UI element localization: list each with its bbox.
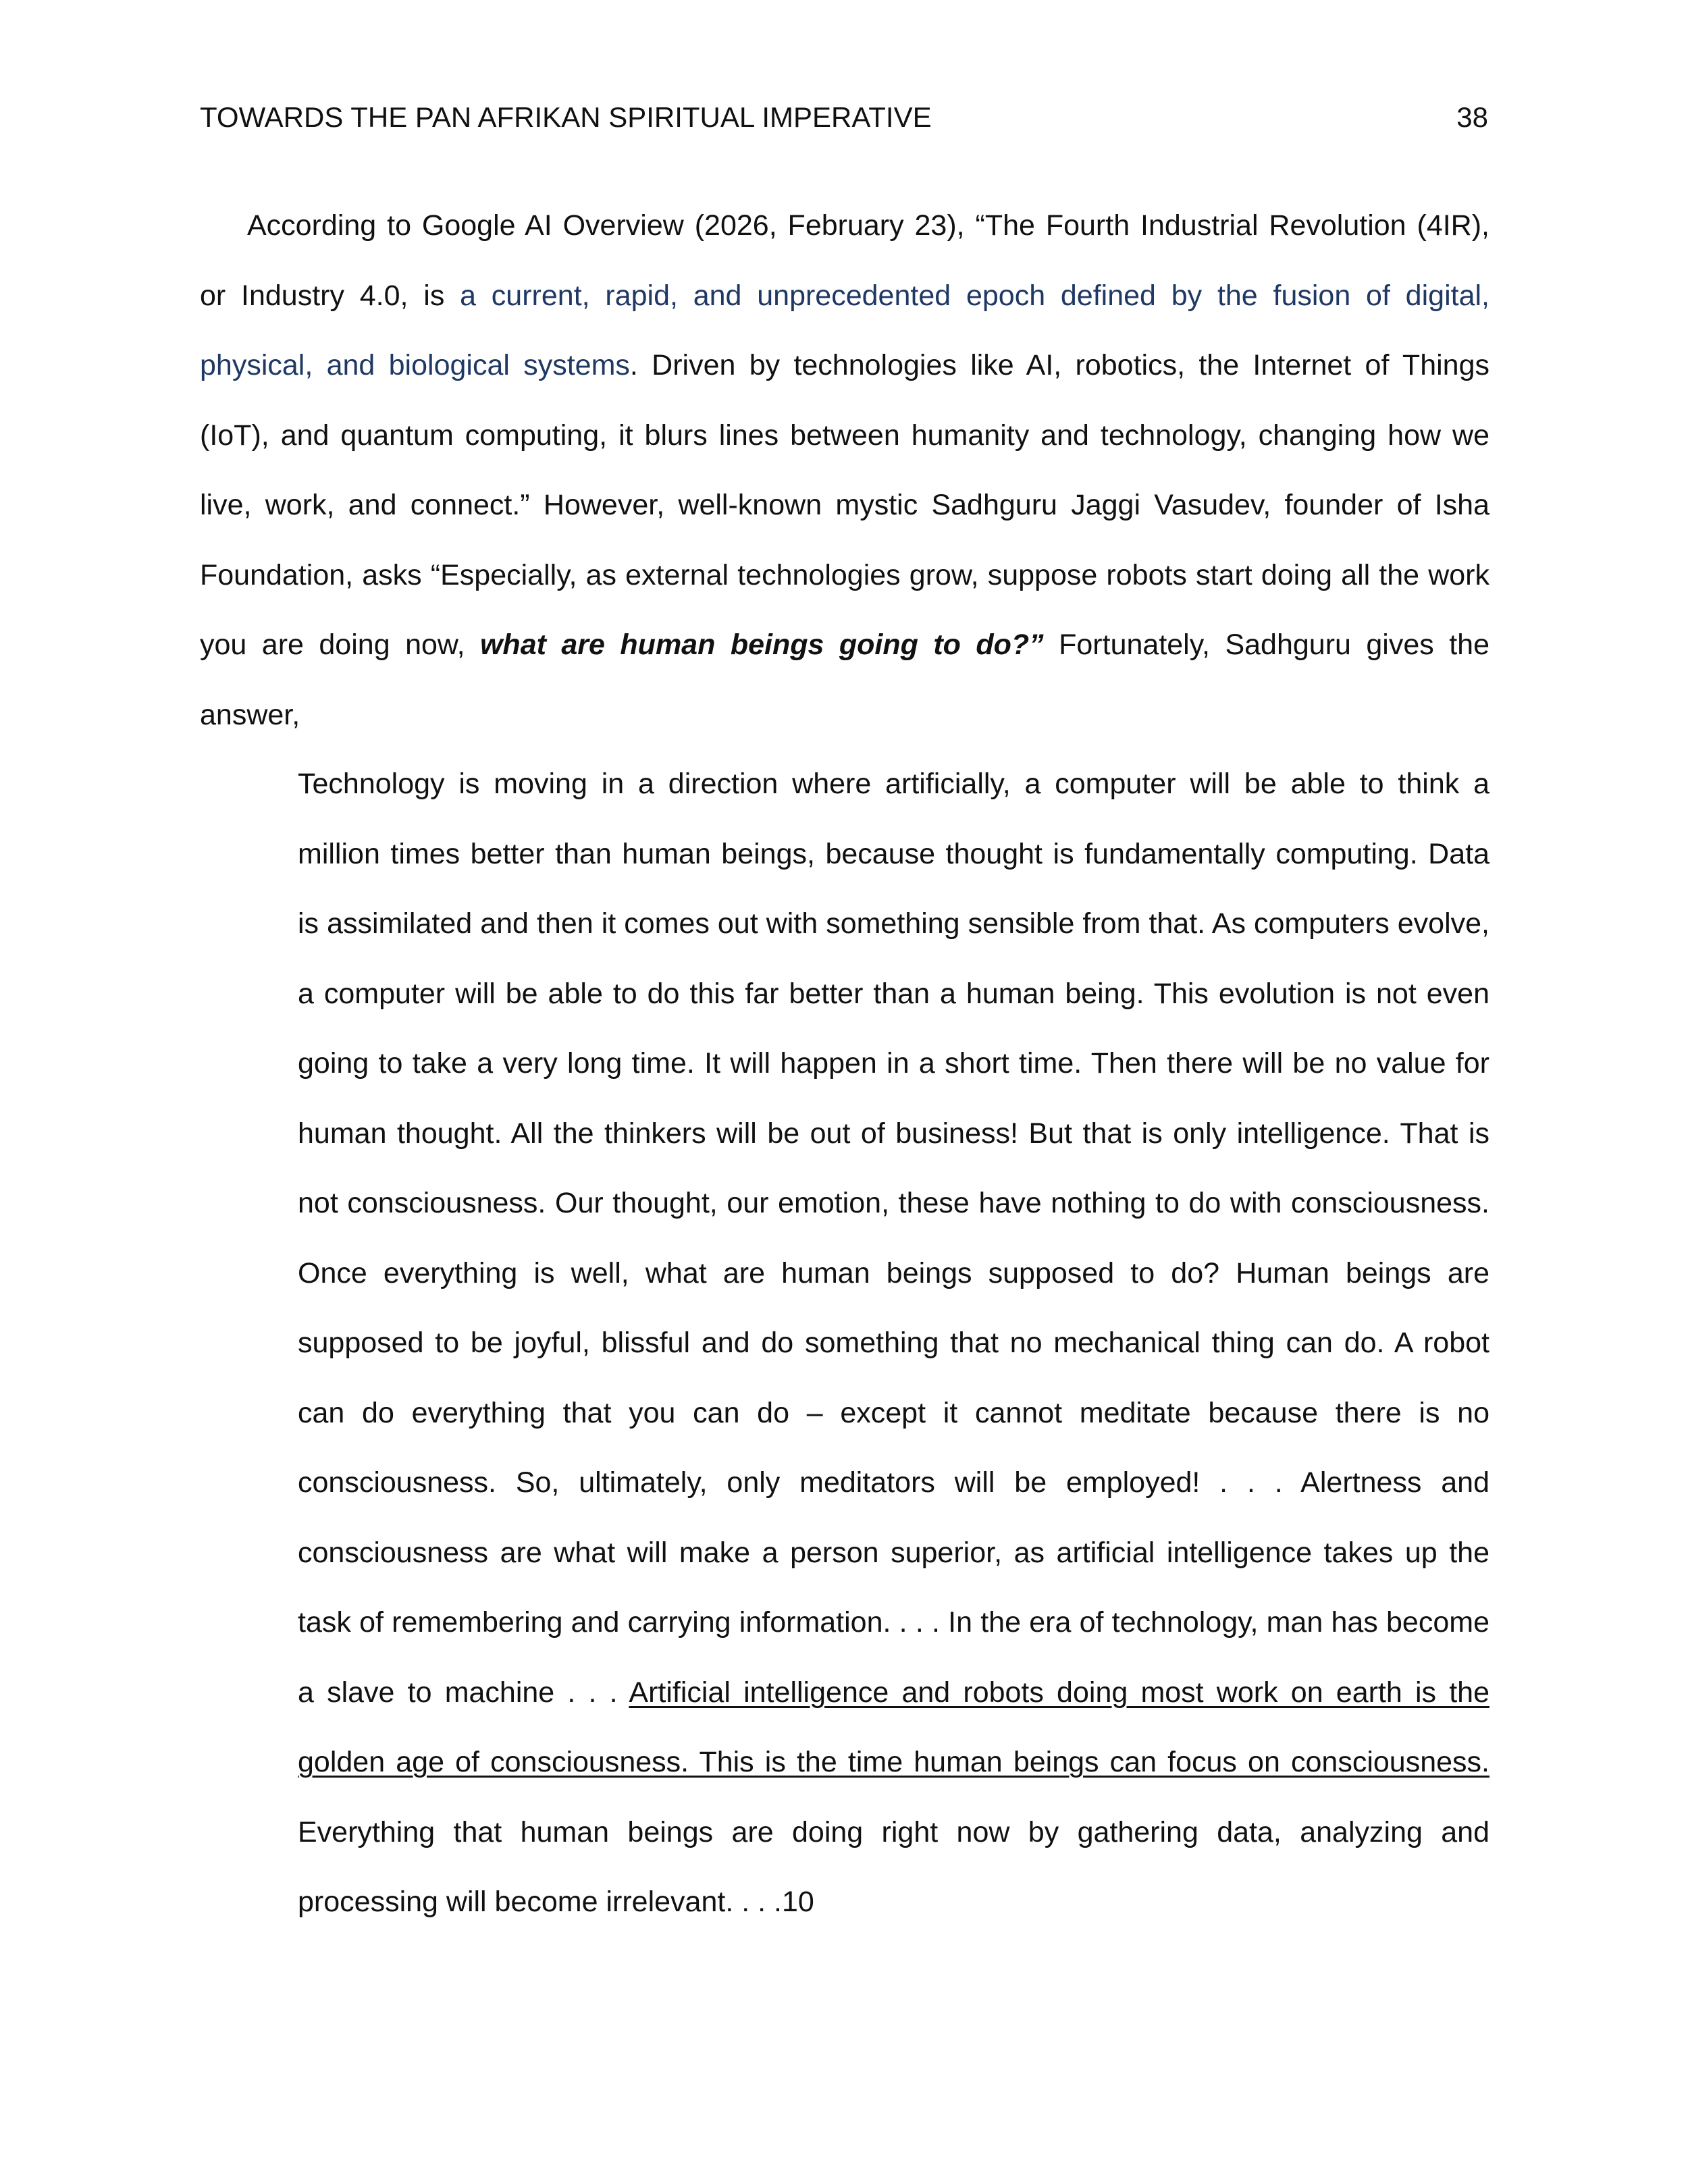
body-paragraph (200, 191, 1489, 750)
running-head-title: TOWARDS THE PAN AFRIKAN SPIRITUAL IMPERATIVE (200, 101, 932, 133)
quote-text-main: Technology is moving in a direction where artificially, a computer will be able to think a million times better than human beings, because thought is fundamentally computing. Data is assimilated and then it comes out with something sensible from that. As computers evolve, a computer will be able to do this far better than a human being. This evolution is not even going to take a very long time. It will happen in a short time. Then there will be no value for human thought. All the thinkers will be out of business! But that is only intelligence. That is not consciousness. Our thought, our emotion, these have nothing to do with consciousness. Once everything is well, what are human beings supposed to do? Human beings are supposed to be joyful, blissful and do something that no mechanical thing can do. A robot can do everything that you can do – except it cannot meditate because there is no consciousness. So, ultimately, only meditators will be employed! . . . Alertness and consciousness are what will make a person superior, as artificial intelligence takes up the task of remembering and carrying information. . . . In the era of technology, man has become a slave to machine . . . (298, 768, 1489, 1709)
underlined-quote-passage: Artificial intelligence and robots doing most work on earth is the golden age of consciousness. This is the time human beings can focus on consciousness. (298, 1676, 1489, 1778)
paragraph-text-intro: According to Google AI Overview (2026, February 23), “The Fourth Industrial Revolution (4IR), or Industry 4.0, is (200, 209, 1489, 312)
paragraph-text-end: Fortunately, Sadhguru gives the answer, (200, 629, 1490, 731)
page-number: 38 (1456, 101, 1488, 133)
quoted-definition-link[interactable]: a current, rapid, and unprecedented epoch defined by the fusion of digital, physical, and biological systems (200, 279, 1489, 381)
paragraph-text-middle: . Driven by technologies like AI, robotics, the Internet of Things (IoT), and quantum computing, it blurs lines between humanity and technology, changing how we live, work, and connect.” However, well-known mystic Sadhguru Jaggi Vasudev, founder of Isha Foundation, asks “Especially, as external technologies grow, suppose robots start doing all the work you are doing now, (200, 349, 1489, 661)
running-head (200, 99, 1488, 136)
block-quote (298, 749, 1489, 1938)
quote-text-end: Everything that human beings are doing right now by gathering data, analyzing and processing will become irrelevant. . . .10 (298, 1815, 1489, 1918)
emphasized-question: what are human beings going to do?” (479, 629, 1044, 661)
